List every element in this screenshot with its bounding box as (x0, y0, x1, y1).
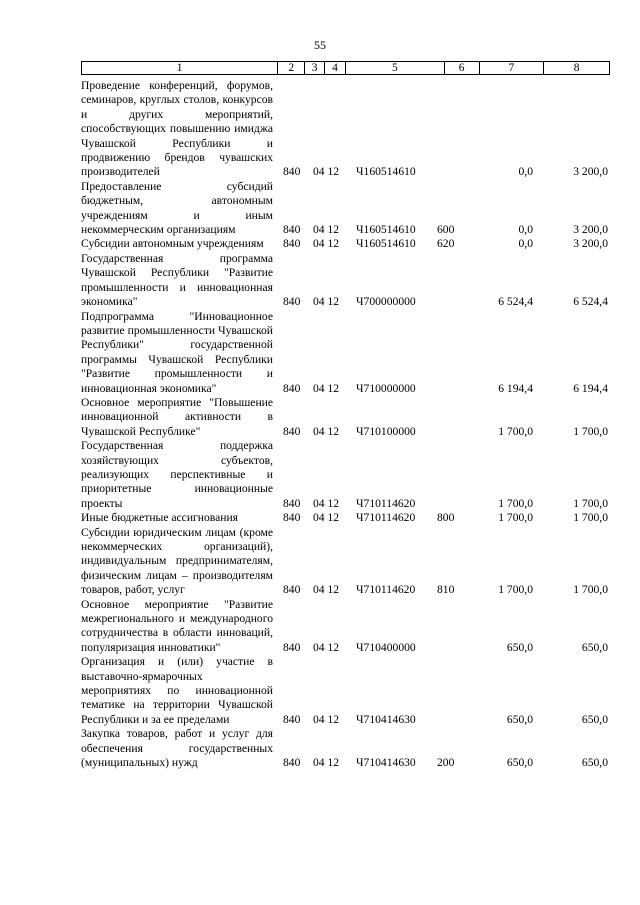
row-expense-type: 200 (437, 756, 455, 770)
row-description: Субсидии юридическим лицам (кроме некоммерческих организаций), индивидуальным предпринимателям, физическим лицам – производителям товаров, работ, услуг (81, 525, 273, 597)
row-amount-col8: 650,0 (581, 640, 608, 654)
row-amount-col8: 6 524,4 (573, 295, 608, 309)
row-section-code: 04 12 (312, 712, 340, 726)
table-row (81, 396, 610, 439)
row-amount-col7: 0,0 (518, 237, 533, 251)
row-target-article: Ч710114620 (356, 496, 416, 510)
header-col-2: 2 (278, 62, 305, 74)
row-target-article: Ч710000000 (356, 381, 416, 395)
row-target-article: Ч160514610 (356, 223, 416, 237)
row-description: Закупка товаров, работ и услуг для обеспечения государственных (муниципальных) нужд (81, 727, 273, 770)
row-amount-col7: 650,0 (506, 640, 533, 654)
row-ministry-code: 840 (283, 424, 301, 438)
header-col-1: 1 (82, 62, 278, 74)
row-amount-col7: 1 700,0 (498, 583, 533, 597)
table-row (81, 439, 610, 511)
table-row (81, 79, 610, 180)
row-ministry-code: 840 (283, 496, 301, 510)
table-body (81, 79, 610, 771)
row-section-code: 04 12 (312, 756, 340, 770)
table-row (81, 655, 610, 727)
row-section-code: 04 12 (312, 640, 340, 654)
row-description: Государственная программа Чувашской Республики "Развитие промышленности и инновационная экономика" (81, 251, 273, 309)
row-ministry-code: 840 (283, 381, 301, 395)
row-target-article: Ч160514610 (356, 237, 416, 251)
header-col-5: 5 (346, 62, 445, 74)
row-description: Иные бюджетные ассигнования (81, 511, 238, 525)
row-target-article: Ч710414630 (356, 756, 416, 770)
row-section-code: 04 12 (312, 165, 340, 179)
row-ministry-code: 840 (283, 295, 301, 309)
row-ministry-code: 840 (283, 223, 301, 237)
row-ministry-code: 840 (283, 165, 301, 179)
row-amount-col7: 6 194,4 (498, 381, 533, 395)
row-description: Государственная поддержка хозяйствующих субъектов, реализующих перспективные и приоритетные инновационные проекты (81, 439, 273, 510)
row-section-code: 04 12 (312, 424, 340, 438)
row-expense-type: 620 (437, 237, 455, 251)
row-amount-col7: 650,0 (506, 756, 533, 770)
table-row (81, 727, 610, 770)
row-target-article: Ч710100000 (356, 424, 416, 438)
row-amount-col8: 650,0 (581, 712, 608, 726)
row-amount-col8: 650,0 (581, 756, 608, 770)
row-description: Основное мероприятие "Повышение инновационной активности в Чувашской Республике" (81, 395, 273, 438)
row-expense-type: 810 (437, 583, 455, 597)
header-col-6: 6 (445, 62, 480, 74)
row-amount-col8: 3 200,0 (573, 223, 608, 237)
row-section-code: 04 12 (312, 237, 340, 251)
row-amount-col8: 1 700,0 (573, 424, 608, 438)
table-row (81, 180, 610, 238)
row-section-code: 04 12 (312, 223, 340, 237)
row-amount-col7: 1 700,0 (498, 424, 533, 438)
header-col-3: 3 (305, 62, 325, 74)
row-ministry-code: 840 (283, 511, 301, 525)
table-row (81, 598, 610, 656)
row-section-code: 04 12 (312, 511, 340, 525)
table-row (81, 526, 610, 598)
row-amount-col8: 3 200,0 (573, 237, 608, 251)
row-target-article: Ч710114620 (356, 511, 416, 525)
header-col-4: 4 (325, 62, 346, 74)
row-description: Предоставление субсидий бюджетным, автономным учреждениям и иным некоммерческим организациям (81, 179, 273, 237)
table-header (81, 61, 610, 75)
row-amount-col8: 1 700,0 (573, 583, 608, 597)
row-description: Проведение конференций, форумов, семинаров, круглых столов, конкурсов и других мероприятий, способствующих повышению имиджа Чувашской Республики и продвижению брендов чувашских производителей (81, 79, 273, 179)
row-ministry-code: 840 (283, 712, 301, 726)
row-target-article: Ч710114620 (356, 583, 416, 597)
row-section-code: 04 12 (312, 583, 340, 597)
row-description: Субсидии автономным учреждениям (81, 237, 264, 251)
row-section-code: 04 12 (312, 295, 340, 309)
row-amount-col8: 1 700,0 (573, 496, 608, 510)
row-description: Организация и (или) участие в выставочно-ярмарочных мероприятиях по инновационной тематике на территории Чувашской Республики и за ее пределами (81, 655, 273, 726)
row-ministry-code: 840 (283, 237, 301, 251)
row-amount-col8: 6 194,4 (573, 381, 608, 395)
header-col-8: 8 (573, 62, 580, 74)
row-amount-col7: 650,0 (506, 712, 533, 726)
row-amount-col7: 0,0 (518, 223, 533, 237)
row-amount-col7: 1 700,0 (498, 511, 533, 525)
row-ministry-code: 840 (283, 756, 301, 770)
row-target-article: Ч710414630 (356, 712, 416, 726)
header-col-7: 7 (480, 62, 545, 74)
table-row (81, 511, 610, 525)
row-ministry-code: 840 (283, 583, 301, 597)
row-ministry-code: 840 (283, 640, 301, 654)
row-amount-col7: 0,0 (518, 165, 533, 179)
row-expense-type: 600 (437, 223, 455, 237)
row-description: Подпрограмма "Инновационное развитие промышленности Чувашской Республики" государственной программы Чувашской Республики "Развитие промышленности и инновационная экономика" (81, 309, 273, 395)
row-target-article: Ч700000000 (356, 295, 416, 309)
page-number: 55 (314, 38, 326, 52)
row-description: Основное мероприятие "Развитие межрегионального и международного сотрудничества в области инноваций, популяризация инноватики" (81, 597, 273, 654)
row-target-article: Ч710400000 (356, 640, 416, 654)
row-amount-col8: 1 700,0 (573, 511, 608, 525)
row-amount-col7: 6 524,4 (498, 295, 533, 309)
row-section-code: 04 12 (312, 381, 340, 395)
row-section-code: 04 12 (312, 496, 340, 510)
row-target-article: Ч160514610 (356, 165, 416, 179)
table-row (81, 252, 610, 310)
row-amount-col8: 3 200,0 (573, 165, 608, 179)
row-amount-col7: 1 700,0 (498, 496, 533, 510)
table-row (81, 310, 610, 396)
table-row (81, 237, 610, 251)
row-expense-type: 800 (437, 511, 455, 525)
